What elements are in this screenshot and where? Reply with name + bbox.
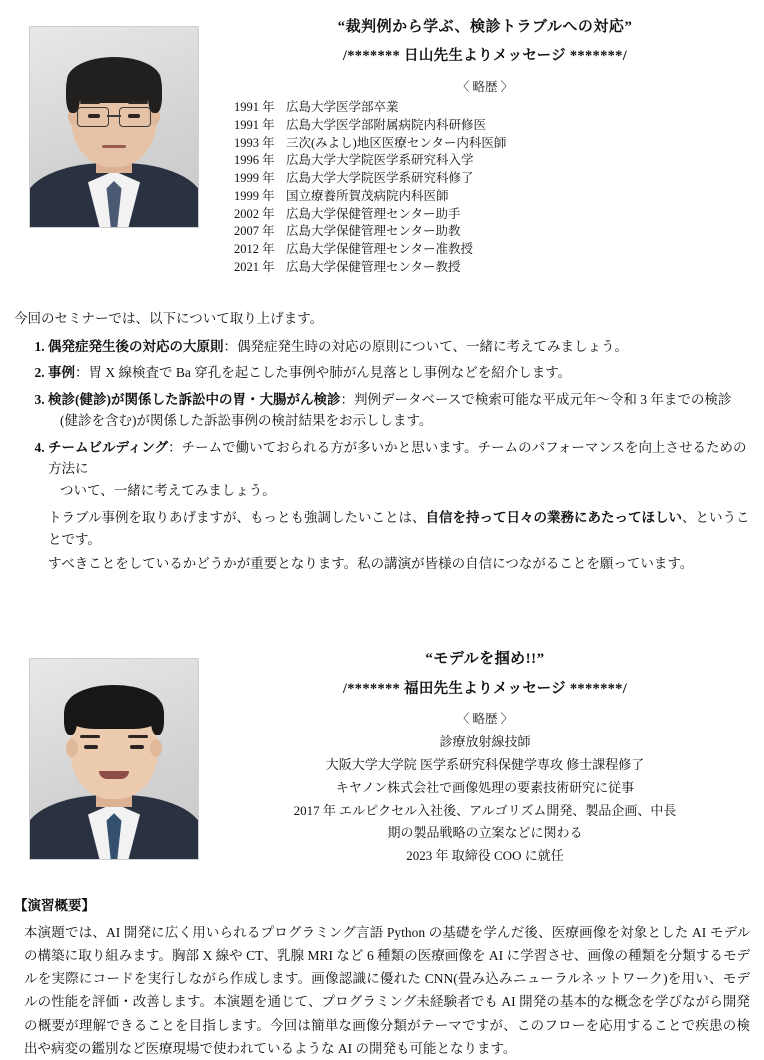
topic-body: ：チームで働いておられる方が多いかと思います。チームのパフォーマンスを向上させるための方法に bbox=[48, 439, 747, 477]
portrait-brow-left bbox=[80, 735, 100, 738]
speaker2-title: “モデルを掴め!!” bbox=[425, 651, 545, 668]
portrait-hair-right bbox=[151, 701, 164, 735]
speaker1-career-heading: 〈 略歴 〉 bbox=[456, 79, 514, 94]
topic-title: 偶発症発生後の対応の大原則 bbox=[48, 338, 224, 354]
career-text: 広島大学大学院医学系研究科修了 bbox=[286, 171, 474, 186]
career-row bbox=[234, 259, 750, 277]
career-row: 診療放射線技師 bbox=[439, 734, 531, 750]
career-text: 広島大学保健管理センター助手 bbox=[286, 206, 461, 221]
career-year: 1999 年 bbox=[234, 188, 275, 203]
closing-post: 、ということです。 bbox=[48, 509, 750, 547]
career-row bbox=[234, 188, 750, 206]
portrait-eye-left bbox=[84, 745, 98, 749]
topic-title: チームビルディング bbox=[48, 439, 169, 455]
career-row bbox=[234, 241, 750, 259]
career-text: 国立療養所賀茂病院内科医師 bbox=[286, 188, 449, 203]
career-row bbox=[234, 206, 750, 224]
career-text: 広島大学医学部卒業 bbox=[286, 100, 399, 115]
career-text: 広島大学保健管理センター准教授 bbox=[286, 242, 474, 257]
career-year: 1991 年 bbox=[234, 117, 275, 132]
career-year: 2012 年 bbox=[234, 242, 275, 257]
topic-title: 事例 bbox=[48, 365, 75, 381]
career-text: 広島大学保健管理センター教授 bbox=[286, 259, 461, 274]
career-row: 大阪大学大学院 医学系研究科保健学専攻 修士課程修了 bbox=[325, 757, 645, 773]
speaker2-portrait-photo bbox=[29, 658, 199, 860]
career-year: 2021 年 bbox=[234, 259, 275, 274]
career-row: 2017 年 エルピクセル入社後、アルゴリズム開発、製品企画、中長 bbox=[293, 802, 677, 818]
speaker-block-1 bbox=[0, 0, 764, 277]
career-text: 広島大学大学院医学系研究科入学 bbox=[286, 153, 474, 168]
speaker1-career-list bbox=[220, 99, 750, 277]
speaker1-photo-column bbox=[14, 0, 214, 228]
career-row bbox=[234, 152, 750, 170]
speaker1-info-column bbox=[214, 0, 750, 277]
career-row: 期の製品戦略の立案などに関わる bbox=[387, 825, 583, 841]
topic-body: ：胃 X 線検査で Ba 穿孔を起こした事例や肺がん見落とし事例などを紹介します。 bbox=[75, 365, 572, 381]
portrait-eye-left bbox=[88, 114, 100, 118]
career-year: 1999 年 bbox=[234, 171, 275, 186]
career-year: 2007 年 bbox=[234, 224, 275, 239]
career-year: 1996 年 bbox=[234, 153, 275, 168]
list-item bbox=[48, 437, 750, 502]
career-text: 広島大学医学部附属病院内科研修医 bbox=[286, 117, 487, 132]
speaker2-career-heading: 〈 略歴 〉 bbox=[456, 711, 514, 726]
spacer bbox=[14, 277, 750, 299]
speaker2-photo-column bbox=[14, 632, 214, 860]
speaker2-info-column bbox=[214, 632, 750, 868]
outline-body bbox=[14, 921, 750, 1060]
career-row bbox=[234, 117, 750, 135]
list-item bbox=[48, 336, 750, 358]
outline-section bbox=[0, 868, 764, 1060]
topic-title: 検診(健診)が関係した訴訟中の胃・大腸がん検診 bbox=[48, 391, 341, 407]
portrait-eye-right bbox=[128, 114, 140, 118]
portrait-mouth bbox=[102, 145, 126, 148]
list-item bbox=[48, 362, 750, 384]
portrait-hair bbox=[66, 685, 162, 729]
list-item bbox=[48, 389, 750, 432]
closing-paragraph-2 bbox=[48, 553, 750, 575]
topic-continuation: ついて、一緒に考えてみましょう。 bbox=[60, 483, 276, 499]
seminar-closing bbox=[14, 507, 750, 576]
portrait-brow-right bbox=[128, 101, 148, 104]
portrait-hair-left bbox=[64, 701, 77, 735]
seminar-section bbox=[0, 277, 764, 576]
career-row bbox=[234, 223, 750, 241]
portrait-brow-left bbox=[80, 101, 100, 104]
speaker1-portrait-photo bbox=[29, 26, 199, 228]
closing-paragraph-1 bbox=[48, 507, 750, 551]
speaker-block-2 bbox=[0, 632, 764, 868]
career-row: 2023 年 取締役 COO に就任 bbox=[406, 848, 564, 864]
seminar-lead: 今回のセミナーでは、以下について取り上げます。 bbox=[14, 310, 324, 326]
closing-pre: トラブル事例を取りあげますが、もっとも強調したいことは、 bbox=[48, 509, 426, 525]
career-year: 1991 年 bbox=[234, 100, 275, 115]
career-row bbox=[234, 170, 750, 188]
career-year: 2002 年 bbox=[234, 206, 275, 221]
career-text: 広島大学保健管理センター助教 bbox=[286, 224, 461, 239]
portrait-brow-right bbox=[128, 735, 148, 738]
portrait-hair bbox=[67, 57, 161, 103]
topic-body: ：判例データベースで検索可能な平成元年～令和 3 年までの検診 bbox=[340, 391, 732, 407]
closing-pre: すべきことをしているかどうかが重要となります。私の講演が皆様の自信につながることを願っています。 bbox=[48, 556, 694, 572]
portrait-eye-right bbox=[130, 745, 144, 749]
portrait-mouth bbox=[99, 771, 129, 779]
closing-emphasis: 自信を持って日々の業務にあたってほしい bbox=[425, 509, 682, 525]
speaker2-career-list bbox=[220, 731, 750, 868]
spacer bbox=[0, 578, 764, 632]
career-year: 1993 年 bbox=[234, 135, 275, 150]
spacer bbox=[14, 868, 750, 890]
outline-paragraph: 本演題では、AI 開発に広く用いられるプログラミング言語 Python の基礎を学んだ後、医療画像を対象とした AI モデルの構築に取り組みます。胸部 X 線や CT、乳腺 MRI など 6 種類の医療画像を AI に学習させ、画像の種類を分類するモデルを実際にコードを実行しながら作成します。画像認識に優れた CNN(畳み込みニューラルネットワーク)を用い、モデルの性能を評価・改善します。本演題を通じて、プログラミング未経験者でも AI 開発の基本的な概念を学びながら開発の概要が理解できることを目指します。今回は簡単な画像分類がテーマですが、このフローを応用することで疾患の検出や病変の鑑別など医療現場で使われているような AI の開発も可能となります。 bbox=[24, 924, 750, 1056]
outline-heading: 【演習概要】 bbox=[14, 897, 95, 913]
career-row bbox=[234, 135, 750, 153]
career-text: 三次(みよし)地区医療センター内科医師 bbox=[286, 135, 507, 150]
seminar-topic-list bbox=[14, 336, 750, 502]
topic-body: ：偶発症発生時の対応の原則について、一緒に考えてみましょう。 bbox=[223, 338, 628, 354]
career-row: キヤノン株式会社で画像処理の要素技術研究に従事 bbox=[335, 779, 635, 795]
speaker2-message-line: /******* 福田先生よりメッセージ *******/ bbox=[342, 680, 628, 697]
topic-continuation: (健診を含む)が関係した訴訟事例の検討結果をお示しします。 bbox=[60, 413, 433, 429]
speaker1-message-line: /******* 日山先生よりメッセージ *******/ bbox=[342, 48, 628, 65]
career-row bbox=[234, 99, 750, 117]
speaker1-title: “裁判例から学ぶ、検診トラブルへの対応” bbox=[337, 19, 633, 35]
